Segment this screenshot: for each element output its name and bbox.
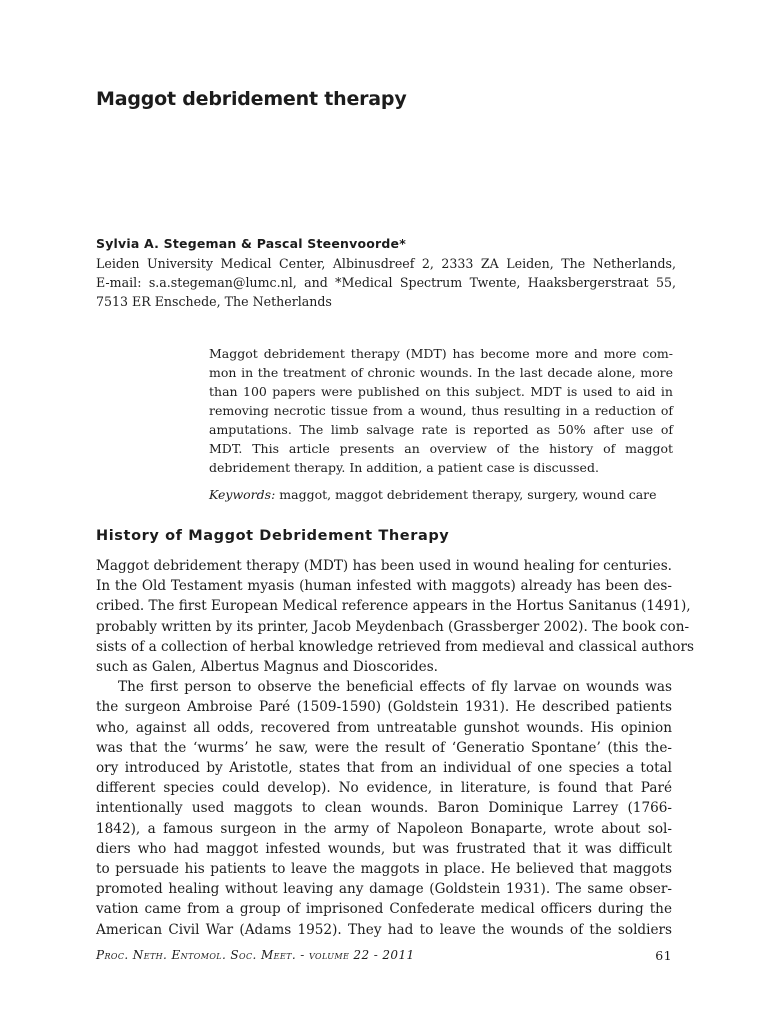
abstract-line: Maggot debridement therapy (MDT) has become more and more com- — [209, 346, 673, 361]
body-line: cribed. The first European Medical reference appears in the Hortus Sanitanus (1491), — [96, 598, 691, 615]
body-line: ory introduced by Aristotle, states that from an individual of one species a total — [96, 760, 672, 777]
page-footer — [96, 948, 672, 963]
abstract-line: than 100 papers were published on this subject. MDT is used to aid in — [209, 384, 673, 399]
affiliation-line: 7513 ER Enschede, The Netherlands — [96, 294, 332, 309]
abstract-line: amputations. The limb salvage rate is reported as 50% after use of — [209, 422, 673, 437]
body-line: such as Galen, Albertus Magnus and Dioscorides. — [96, 659, 439, 676]
keywords-text: maggot, maggot debridement therapy, surgery, wound care — [275, 487, 657, 502]
body-line: probably written by its printer, Jacob Meydenbach (Grassberger 2002). The book con- — [96, 618, 690, 635]
paragraph-2 — [96, 677, 672, 940]
body-line: the surgeon Ambroise Paré (1509-1590) (Goldstein 1931). He described patients — [96, 699, 672, 716]
abstract-line: MDT. This article presents an overview of the history of maggot — [209, 441, 673, 456]
abstract-line: removing necrotic tissue from a wound, thus resulting in a reduction of — [209, 403, 673, 418]
body-line: different species could develop). No evidence, in literature, is found that Paré — [96, 780, 672, 797]
body-line: intentionally used maggots to clean wounds. Baron Dominique Larrey (1766- — [96, 800, 672, 817]
keywords-label: Keywords: — [209, 487, 276, 502]
affiliation — [96, 254, 676, 311]
affiliation-line: E-mail: s.a.stegeman@lumc.nl, and *Medical Spectrum Twente, Haaksbergerstraat 55, — [96, 275, 676, 290]
page-number: 61 — [655, 948, 672, 963]
footer-volume: - volume 22 - 2011 — [296, 948, 415, 962]
body-line: sists of a collection of herbal knowledge retrieved from medieval and classical authors — [96, 638, 694, 655]
section-heading: History of Maggot Debridement Therapy — [96, 528, 450, 544]
abstract-line: mon in the treatment of chronic wounds. In the last decade alone, more — [209, 365, 673, 380]
abstract-line: debridement therapy. In addition, a patient case is discussed. — [209, 460, 599, 475]
body-line: diers who had maggot infested wounds, but was frustrated that it was difficult — [96, 840, 672, 857]
body-line: The first person to observe the beneficial effects of fly larvae on wounds was — [118, 679, 672, 696]
body-line: 1842), a famous surgeon in the army of Napoleon Bonaparte, wrote about sol- — [96, 820, 672, 837]
body-line: Maggot debridement therapy (MDT) has been used in wound healing for centuries. — [96, 558, 672, 574]
footer-journal: Proc. Neth. Entomol. Soc. Meet. — [96, 948, 297, 962]
body-line: was that the ‘wurms’ he saw, were the result of ‘Generatio Spontane’ (this the- — [96, 739, 672, 756]
author-line: Sylvia A. Stegeman & Pascal Steenvoorde* — [96, 236, 406, 251]
body-text — [96, 556, 694, 940]
body-line: In the Old Testament myasis (human infested with maggots) already has been des- — [96, 578, 672, 595]
affiliation-line: Leiden University Medical Center, Albinusdreef 2, 2333 ZA Leiden, The Netherlands, — [96, 256, 676, 271]
article-title: Maggot debridement therapy — [96, 88, 407, 110]
footer-citation — [96, 948, 415, 963]
body-line: vation came from a group of imprisoned Confederate medical officers during the — [96, 901, 672, 918]
keywords — [209, 485, 679, 504]
body-line: to persuade his patients to leave the maggots in place. He believed that maggots — [96, 861, 672, 878]
body-line: American Civil War (Adams 1952). They had to leave the wounds of the soldiers — [96, 921, 672, 938]
body-line: who, against all odds, recovered from untreatable gunshot wounds. His opinion — [96, 719, 672, 736]
body-line: promoted healing without leaving any damage (Goldstein 1931). The same obser- — [96, 881, 672, 898]
paragraph-1 — [96, 556, 694, 677]
abstract — [209, 344, 673, 477]
